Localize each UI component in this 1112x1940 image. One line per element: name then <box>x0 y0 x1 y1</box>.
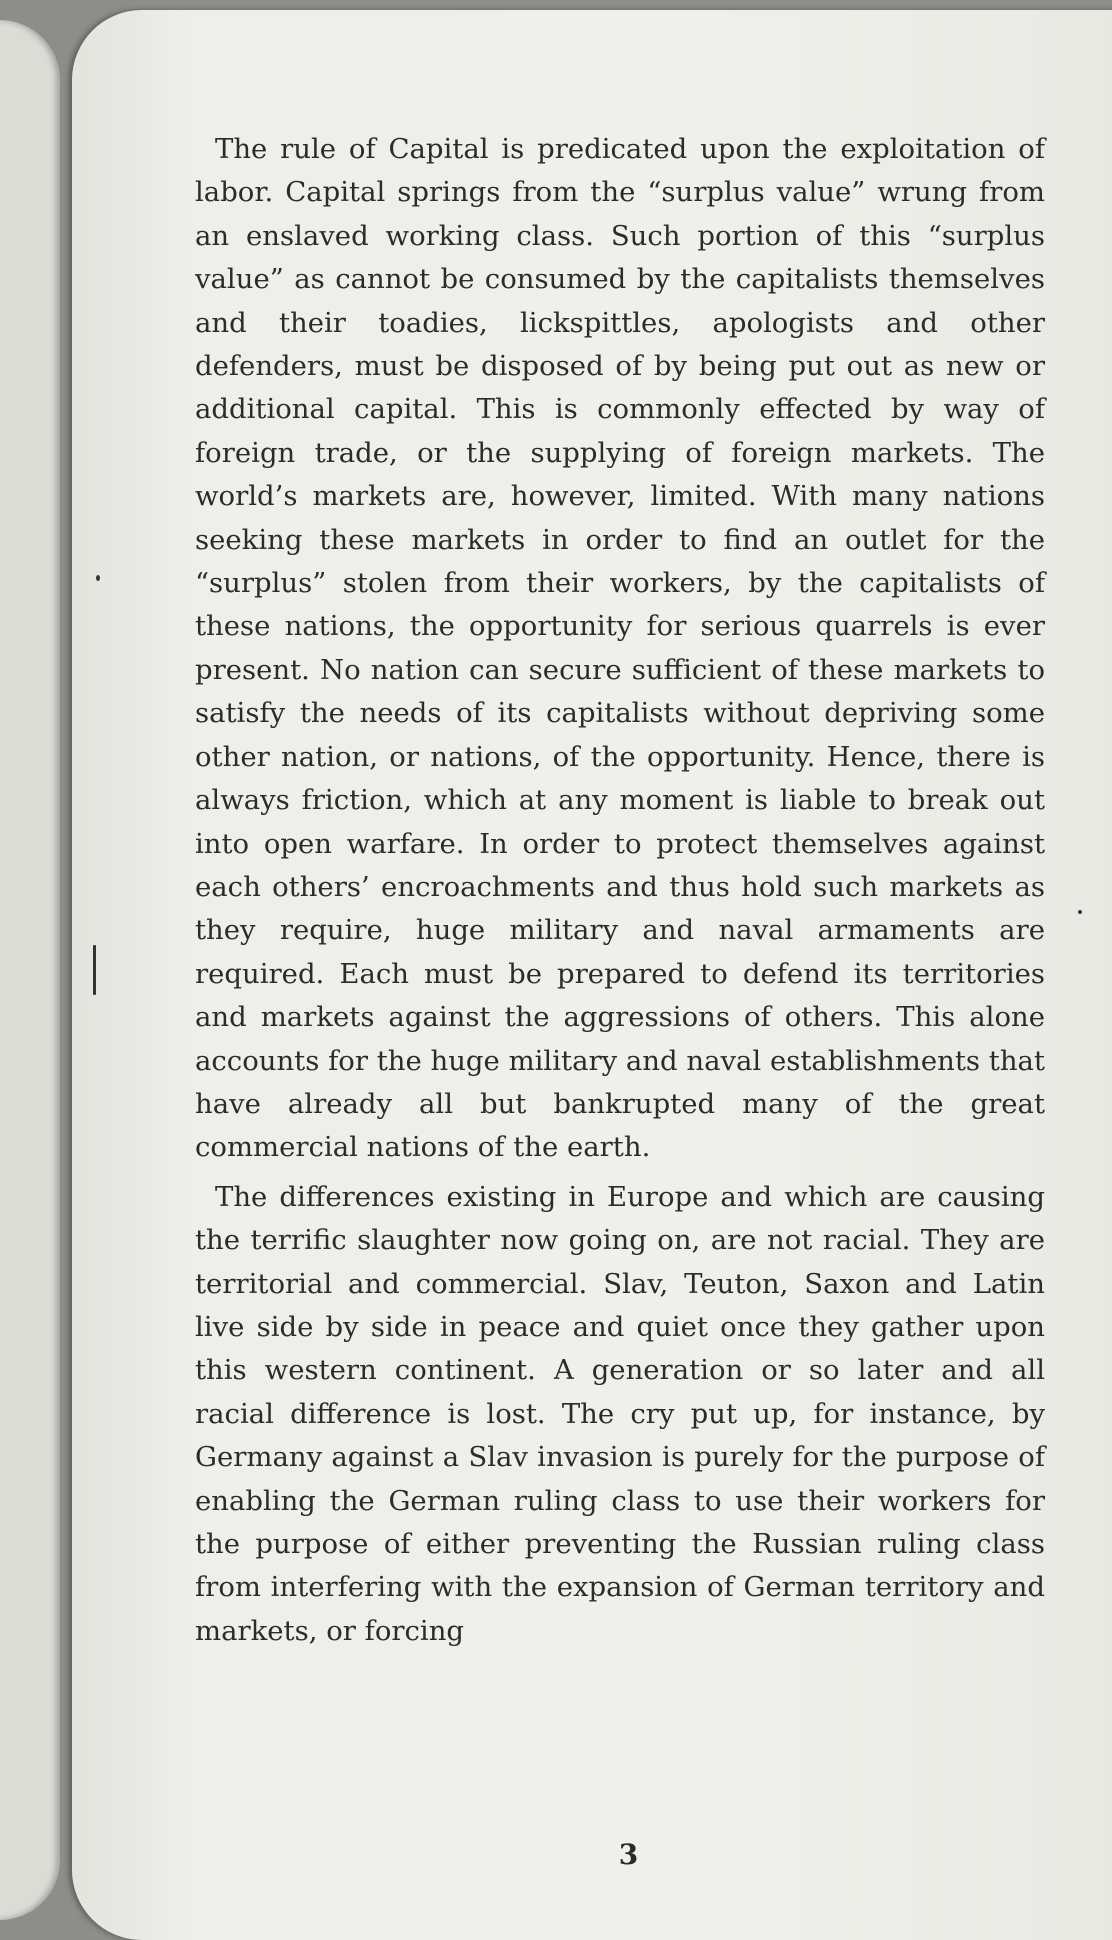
scan-speck <box>96 575 100 581</box>
paragraph-2: The differences existing in Europe and which are causing the terrific slaughter now going on, are not racial. They are territorial and commercial. Slav, Teuton, Saxon and Latin live side by side in peace and quiet once they gather upon this western continent. A generation or so later and all racial difference is lost. The cry put up, for instance, by Germany against a Slav invasion is purely for the purpose of enabling the German ruling class to use their workers for the purpose of either preventing the Russian ruling class from interfering with the expansion of German territory and markets, or forcing <box>195 1180 1045 1647</box>
body-text <box>195 128 1045 1653</box>
previous-page-edge <box>0 20 60 1920</box>
scan-speck <box>1078 910 1082 914</box>
scan-speck <box>93 945 96 995</box>
paragraph-1: The rule of Capital is predicated upon the exploitation of labor. Capital springs from the “surplus value” wrung from an enslaved working class. Such portion of this “surplus value” as cannot be consumed by the capitalists themselves and their toadies, lickspittles, apologists and other defenders, must be disposed of by being put out as new or additional capital. This is commonly effected by way of foreign trade, or the supplying of foreign markets. The world’s markets are, however, limited. With many nations seeking these markets in order to find an outlet for the “surplus” stolen from their workers, by the capitalists of these nations, the opportunity for serious quarrels is ever present. No nation can secure sufficient of these markets to satisfy the needs of its capitalists without depriving some other nation, or nations, of the opportunity. Hence, there is always friction, which at any moment is liable to break out into open warfare. In order to protect themselves against each others’ encroachments and thus hold such markets as they require, huge military and naval armaments are required. Each must be prepared to defend its territories and markets against the aggressions of others. This alone accounts for the huge military and naval establishments that have already all but bankrupted many of the great commercial nations of the earth. <box>195 133 1045 1164</box>
page-number: 3 <box>618 1838 639 1871</box>
